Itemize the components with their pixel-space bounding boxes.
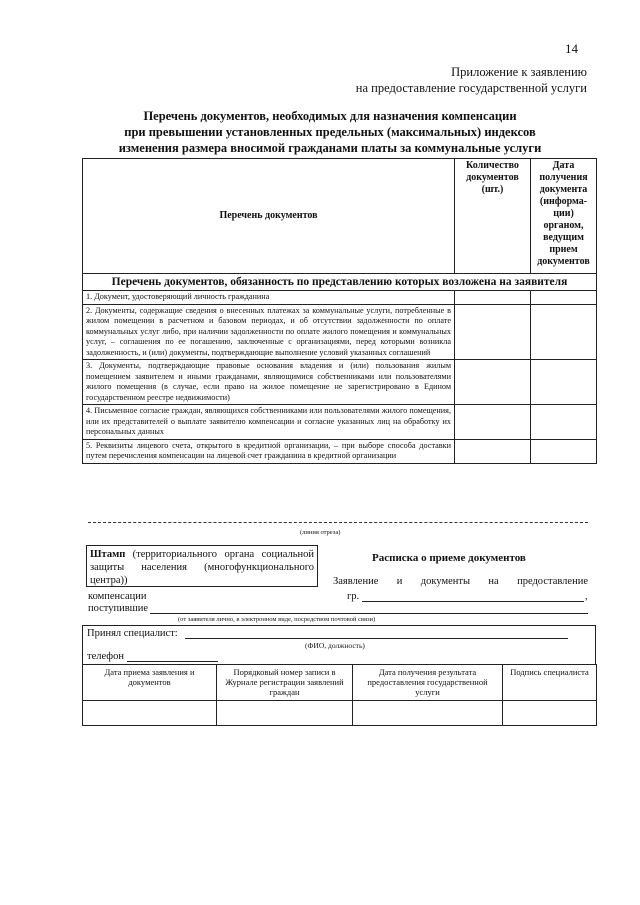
- citizen-label: гр.: [347, 591, 360, 602]
- quantity-cell: [455, 360, 531, 405]
- statement-word: на: [488, 576, 499, 587]
- entry-signature[interactable]: [503, 701, 597, 726]
- statement-line: [333, 576, 588, 587]
- stamp-description: (территориального органа социальной защиты населения (многофункционального центра)): [90, 549, 314, 586]
- title-line-3: изменения размера вносимой гражданами платы за коммунальные услуги: [118, 141, 542, 155]
- statement-word: и: [396, 576, 403, 587]
- header-date-accepted: Дата приема заявления и документов: [83, 665, 217, 701]
- cut-line: [88, 522, 588, 523]
- date-cell: [531, 360, 597, 405]
- table-row: [83, 304, 597, 360]
- table-header-row: [83, 159, 597, 274]
- document-item-3: 3. Документы, подтверждающие правовые основания владения и (или) пользования жилым помещением заявителем и иными гражданами, являющимися собственниками или пользователями жилого помещения (в случае, если право на жилое помещение не зарегистрировано в Едином государственном реестре недвижимости): [83, 360, 455, 405]
- header-journal-number: Порядковый номер записи в Журнале регистрации заявлений граждан: [217, 665, 353, 701]
- date-cell: [531, 304, 597, 360]
- appendix-line-2: на предоставление государственной услуги: [355, 81, 587, 95]
- citizen-name-line[interactable]: [362, 601, 584, 602]
- fio-note: (ФИО, должность): [305, 641, 365, 650]
- cut-line-label: (линия отреза): [300, 529, 341, 536]
- registration-entry-row: [83, 701, 597, 726]
- section-title: Перечень документов, обязанность по представлению которых возложена на заявителя: [83, 274, 597, 291]
- compensation-label: компенсации: [88, 591, 147, 602]
- statement-word: Заявление: [333, 576, 379, 587]
- document-item-1: 1. Документ, удостоверяющий личность гражданина: [83, 291, 455, 305]
- table-row: [83, 405, 597, 440]
- delivery-note: (от заявителя лично, в электронном виде, посредством почтовой связи): [178, 616, 376, 623]
- appendix-note: [356, 64, 587, 96]
- document-title: [60, 108, 600, 156]
- registration-header-row: [83, 665, 597, 701]
- table-row: [83, 439, 597, 463]
- document-item-2: 2. Документы, содержащие сведения о внесенных платежах за коммунальные услуги, потребленные в жилом помещении в расчетном и базовом периодах, и об отсутствии задолженности по оплате коммунальных услуг либо, при наличии задолженности по оплате жилого помещения и коммунальных услуг, – соглашения по ее погашению, заключенные с организациями, перед которыми возникла задолженность, и (или) документы, подтверждающие выполнение условий указанных соглашений: [83, 304, 455, 360]
- title-line-1: Перечень документов, необходимых для назначения компенсации: [143, 109, 517, 123]
- received-label: поступившие: [88, 603, 149, 614]
- quantity-cell: [455, 439, 531, 463]
- comma: ,: [585, 591, 588, 602]
- phone-line[interactable]: [127, 661, 218, 662]
- header-document-list: Перечень документов: [83, 159, 455, 274]
- date-cell: [531, 439, 597, 463]
- stamp-label: Штамп: [90, 549, 126, 560]
- receipt-title: Расписка о приеме документов: [372, 552, 526, 564]
- specialist-line[interactable]: [185, 638, 568, 639]
- date-cell: [531, 291, 597, 305]
- accepted-label: Принял специалист:: [87, 628, 178, 639]
- header-date-received: Дата получения документа (информа-ции) органом, ведущим прием документов: [531, 159, 597, 274]
- header-signature: Подпись специалиста: [503, 665, 597, 701]
- entry-result-date[interactable]: [353, 701, 503, 726]
- statement-word: предоставление: [517, 576, 588, 587]
- phone-label: телефон: [87, 651, 124, 662]
- quantity-cell: [455, 304, 531, 360]
- title-line-2: при превышении установленных предельных (максимальных) индексов: [124, 125, 536, 139]
- table-row: [83, 360, 597, 405]
- page-number: 14: [565, 41, 578, 56]
- date-cell: [531, 405, 597, 440]
- statement-word: документы: [420, 576, 471, 587]
- quantity-cell: [455, 291, 531, 305]
- entry-journal-number[interactable]: [217, 701, 353, 726]
- header-quantity: Количество документов (шт.): [455, 159, 531, 274]
- documents-table: [82, 158, 597, 464]
- stamp-box: [86, 545, 318, 587]
- header-result-date: Дата получения результата предоставления государственной услуги: [353, 665, 503, 701]
- table-row: [83, 291, 597, 305]
- document-item-5: 5. Реквизиты лицевого счета, открытого в кредитной организации, – при выборе способа доставки путем перечисления компенсации на лицевой счет гражданина в кредитной организации: [83, 439, 455, 463]
- quantity-cell: [455, 405, 531, 440]
- appendix-line-1: Приложение к заявлению: [451, 65, 587, 79]
- received-line[interactable]: [150, 613, 588, 614]
- entry-date-accepted[interactable]: [83, 701, 217, 726]
- section-row: [83, 274, 597, 291]
- document-item-4: 4. Письменное согласие граждан, являющихся собственниками или пользователями жилого помещения, или их представителей о выплате заявителю компенсации и согласие указанных лиц на обработку их персональных данных: [83, 405, 455, 440]
- registration-table: [82, 664, 597, 726]
